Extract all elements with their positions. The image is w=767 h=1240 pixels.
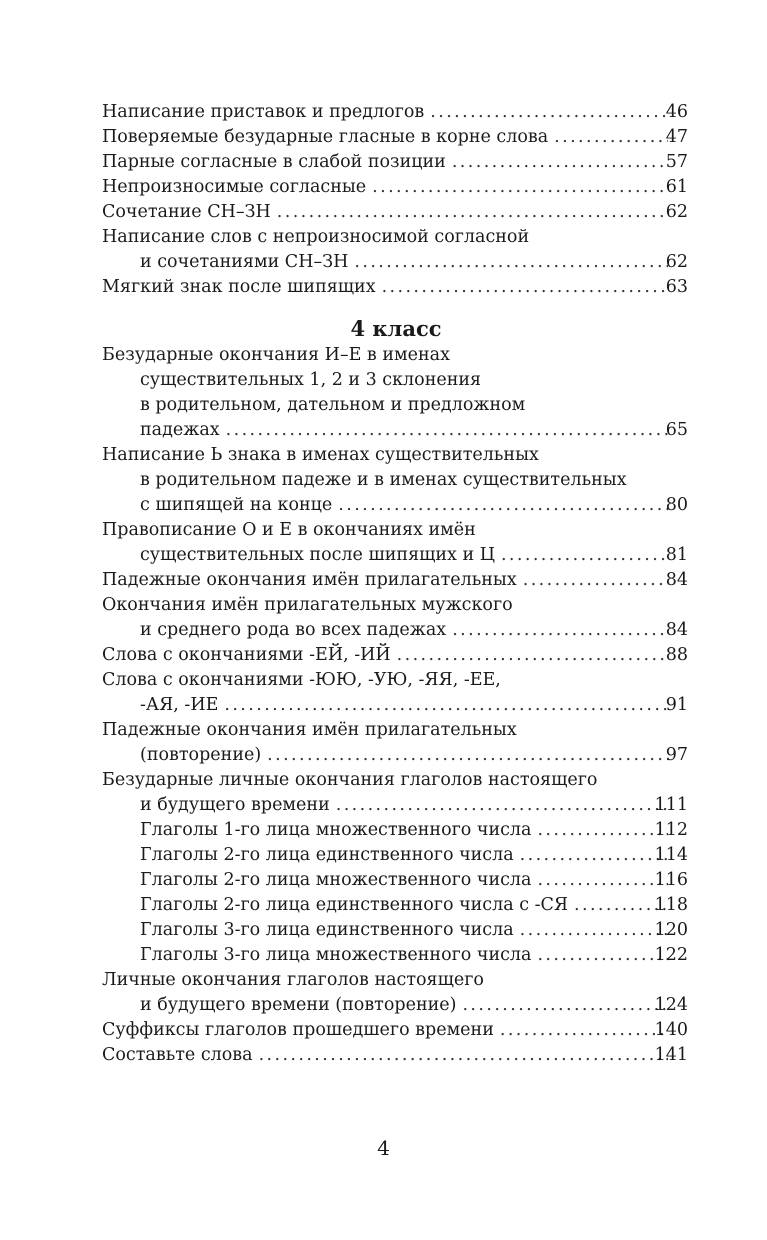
toc-entry-title: Непроизносимые согласные [102, 175, 372, 200]
dot-leader [259, 1043, 668, 1068]
toc-page-number: 80 [665, 495, 688, 515]
toc-entry-last-line [102, 543, 690, 568]
toc-entry [102, 968, 690, 1018]
toc-entry-last-line [102, 943, 690, 968]
section-heading: 4 класс [350, 316, 442, 341]
toc-entry-title: и будущего времени [102, 793, 336, 818]
toc-entry [102, 1043, 690, 1068]
toc-entry [102, 275, 690, 300]
dot-leader [452, 150, 668, 175]
toc-entry-title: Написание приставок и предлогов [102, 100, 430, 125]
toc-entry-title: Мягкий знак после шипящих [102, 275, 382, 300]
toc-entry-title: Составьте слова [102, 1043, 259, 1068]
dot-leader [336, 793, 668, 818]
toc-entry [102, 225, 690, 275]
toc-entry-title: Написание Ь знака в именах существительных [102, 445, 539, 465]
toc-entry [102, 643, 690, 668]
toc-entry-last-line [102, 843, 690, 868]
toc-entry-title: и сочетаниями СН–ЗН [102, 250, 354, 275]
toc-entry-last-line [102, 693, 690, 718]
toc-entry-line [102, 343, 690, 368]
toc-entry-title: (повторение) [102, 743, 267, 768]
toc-page-number: 61 [665, 177, 688, 197]
toc-entry-last-line [102, 150, 690, 175]
toc-page-number: 122 [654, 945, 688, 965]
toc-page-number: 47 [665, 127, 688, 147]
toc-entry-title: Слова с окончаниями -ЕЙ, -ИЙ [102, 643, 397, 668]
dot-leader [226, 418, 668, 443]
toc-entry-title: Окончания имён прилагательных мужского [102, 595, 513, 615]
toc-page-number: 112 [654, 820, 688, 840]
toc-entry-title: Сочетание СН–ЗН [102, 200, 277, 225]
toc-entry [102, 843, 690, 868]
toc-entry-last-line [102, 893, 690, 918]
toc-page-number: 65 [665, 420, 688, 440]
dot-leader [523, 568, 668, 593]
toc-page-number: 84 [665, 570, 688, 590]
toc-entry-last-line [102, 100, 690, 125]
toc-entry-title: Глаголы 1-го лица множественного числа [102, 818, 537, 843]
toc-entry-title: в родительном падеже и в именах существительных [140, 470, 627, 490]
toc-entry-title: в родительном, дательном и предложном [140, 395, 526, 415]
toc-entry-line [102, 668, 690, 693]
toc-page-number: 63 [665, 277, 688, 297]
toc-entry-line [102, 468, 690, 493]
toc-entry-title: существительных после шипящих и Ц [102, 543, 501, 568]
toc-page-number: 111 [654, 795, 688, 815]
dot-leader [382, 275, 668, 300]
toc-entry-title: -АЯ, -ИЕ [102, 693, 224, 718]
toc-entry [102, 100, 690, 125]
toc-entry-last-line [102, 418, 690, 443]
toc-entry-last-line [102, 868, 690, 893]
toc-entry-line [102, 225, 690, 250]
dot-leader [462, 993, 668, 1018]
toc-entry-title: Поверяемые безударные гласные в корне слова [102, 125, 554, 150]
toc-entry [102, 518, 690, 568]
toc-entry [102, 893, 690, 918]
toc-entry-title: Слова с окончаниями -ЮЮ, -УЮ, -ЯЯ, -ЕЕ, [102, 670, 501, 690]
dot-leader [224, 693, 668, 718]
toc-entry-line [102, 393, 690, 418]
toc-entry-title: и среднего рода во всех падежах [102, 618, 452, 643]
toc-page-number: 84 [665, 620, 688, 640]
dot-leader [267, 743, 668, 768]
toc-entry-last-line [102, 275, 690, 300]
toc-entry [102, 868, 690, 893]
toc-entry [102, 343, 690, 443]
toc-page-number: 91 [665, 695, 688, 715]
toc-entry-line [102, 593, 690, 618]
toc-page-number: 97 [665, 745, 688, 765]
toc-entry [102, 1018, 690, 1043]
toc-entry-last-line [102, 125, 690, 150]
toc-entry-title: Глаголы 3-го лица множественного числа [102, 943, 537, 968]
toc-entry-line [102, 718, 690, 743]
toc-entry-title: падежах [102, 418, 226, 443]
toc-page-number: 118 [654, 895, 688, 915]
toc-entry [102, 768, 690, 818]
toc-entry-title: с шипящей на конце [102, 493, 338, 518]
dot-leader [397, 643, 668, 668]
toc-page-number: 120 [654, 920, 688, 940]
toc-entry [102, 568, 690, 593]
toc-entry-last-line [102, 200, 690, 225]
toc-entry [102, 818, 690, 843]
toc-entry [102, 125, 690, 150]
toc-section-grade3 [102, 100, 690, 300]
page-number: 4 [377, 1136, 390, 1160]
toc-page-number: 57 [665, 152, 688, 172]
dot-leader [372, 175, 668, 200]
table-of-contents [102, 100, 690, 1068]
toc-page-number: 114 [654, 845, 688, 865]
toc-entry-last-line [102, 1043, 690, 1068]
toc-page-number: 88 [665, 645, 688, 665]
toc-page-number: 140 [654, 1020, 688, 1040]
toc-entry-title: Падежные окончания имён прилагательных [102, 720, 517, 740]
toc-entry-last-line [102, 743, 690, 768]
toc-page-number: 116 [654, 870, 688, 890]
toc-entry-last-line [102, 643, 690, 668]
toc-entry-last-line [102, 250, 690, 275]
toc-entry [102, 443, 690, 518]
toc-entry-line [102, 443, 690, 468]
toc-entry [102, 175, 690, 200]
toc-page-number: 46 [665, 102, 688, 122]
dot-leader [520, 843, 668, 868]
toc-entry-title: Правописание О и Е в окончаниях имён [102, 520, 476, 540]
toc-page-number: 124 [654, 995, 688, 1015]
toc-page-number: 62 [665, 202, 688, 222]
toc-entry-last-line [102, 993, 690, 1018]
dot-leader [338, 493, 668, 518]
dot-leader [452, 618, 668, 643]
dot-leader [500, 1018, 668, 1043]
toc-entry-last-line [102, 618, 690, 643]
toc-entry-last-line [102, 175, 690, 200]
toc-entry-last-line [102, 493, 690, 518]
toc-entry-title: Падежные окончания имён прилагательных [102, 568, 523, 593]
toc-page-number: 141 [654, 1045, 688, 1065]
dot-leader [354, 250, 668, 275]
toc-entry-line [102, 518, 690, 543]
toc-entry [102, 918, 690, 943]
dot-leader [277, 200, 668, 225]
toc-entry [102, 200, 690, 225]
toc-entry-title: Парные согласные в слабой позиции [102, 150, 452, 175]
toc-entry-last-line [102, 918, 690, 943]
dot-leader [501, 543, 668, 568]
toc-entry [102, 150, 690, 175]
toc-entry-last-line [102, 818, 690, 843]
dot-leader [520, 918, 668, 943]
toc-page-number: 81 [665, 545, 688, 565]
toc-entry-title: существительных 1, 2 и 3 склонения [140, 370, 482, 390]
toc-entry-title: Суффиксы глаголов прошедшего времени [102, 1018, 500, 1043]
toc-entry [102, 718, 690, 768]
toc-entry-title: и будущего времени (повторение) [102, 993, 462, 1018]
toc-entry-last-line [102, 1018, 690, 1043]
toc-entry-title: Глаголы 2-го лица множественного числа [102, 868, 537, 893]
toc-entry [102, 593, 690, 643]
toc-entry [102, 668, 690, 718]
toc-section-grade4 [102, 343, 690, 1068]
toc-entry-title: Безударные личные окончания глаголов настоящего [102, 770, 598, 790]
toc-entry-line [102, 968, 690, 993]
toc-entry-last-line [102, 568, 690, 593]
toc-entry-line [102, 368, 690, 393]
toc-entry-title: Безударные окончания И–Е в именах [102, 345, 450, 365]
toc-entry-last-line [102, 793, 690, 818]
toc-entry [102, 943, 690, 968]
toc-entry-title: Глаголы 2-го лица единственного числа [102, 843, 520, 868]
dot-leader [430, 100, 668, 125]
toc-entry-line [102, 768, 690, 793]
toc-entry-title: Написание слов с непроизносимой согласной [102, 227, 530, 247]
toc-entry-title: Глаголы 2-го лица единственного числа с -СЯ [102, 893, 574, 918]
toc-entry-title: Личные окончания глаголов настоящего [102, 970, 484, 990]
toc-entry-title: Глаголы 3-го лица единственного числа [102, 918, 520, 943]
toc-page-number: 62 [665, 252, 688, 272]
